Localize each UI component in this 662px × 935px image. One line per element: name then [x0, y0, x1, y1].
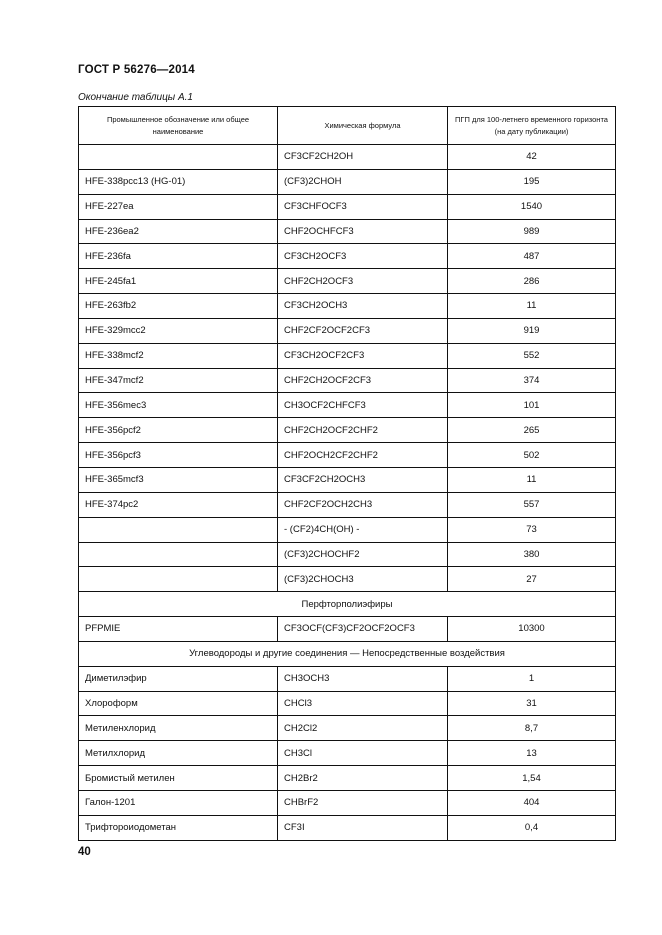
cell-gwp: 1540	[448, 194, 616, 219]
cell-formula: (CF3)2CHOCH3	[278, 567, 448, 592]
cell-gwp: 380	[448, 542, 616, 567]
cell-gwp: 13	[448, 741, 616, 766]
section-row	[79, 641, 616, 666]
table-row	[79, 244, 616, 269]
cell-formula: CF3CHFOCF3	[278, 194, 448, 219]
cell-gwp: 404	[448, 790, 616, 815]
table-row	[79, 467, 616, 492]
cell-formula: CHF2CF2OCH2CH3	[278, 492, 448, 517]
cell-name: HFE-236fa	[79, 244, 278, 269]
cell-name: PFPMIE	[79, 617, 278, 642]
gwp-table	[78, 106, 616, 841]
cell-name: HFE-227ea	[79, 194, 278, 219]
cell-name: Бромистый метилен	[79, 766, 278, 791]
table-row	[79, 169, 616, 194]
cell-name: HFE-329mcc2	[79, 318, 278, 343]
cell-name: HFE-356pcf3	[79, 443, 278, 468]
cell-gwp: 989	[448, 219, 616, 244]
cell-name: Метилхлорид	[79, 741, 278, 766]
table-row	[79, 766, 616, 791]
table-row	[79, 343, 616, 368]
page-number: 40	[78, 846, 91, 858]
section-title: Перфторполиэфиры	[79, 592, 616, 617]
cell-name: HFE-338pcc13 (HG-01)	[79, 169, 278, 194]
cell-formula: - (CF2)4CH(OH) -	[278, 517, 448, 542]
cell-gwp: 11	[448, 467, 616, 492]
cell-gwp: 552	[448, 343, 616, 368]
cell-formula: CF3CH2OCF2CF3	[278, 343, 448, 368]
cell-gwp: 31	[448, 691, 616, 716]
cell-name: HFE-356pcf2	[79, 418, 278, 443]
table-row	[79, 815, 616, 840]
table-row	[79, 418, 616, 443]
table-row	[79, 145, 616, 170]
cell-gwp: 10300	[448, 617, 616, 642]
cell-formula: CHBrF2	[278, 790, 448, 815]
cell-formula: (CF3)2CHOH	[278, 169, 448, 194]
cell-gwp: 8,7	[448, 716, 616, 741]
cell-formula: CF3CF2CH2OCH3	[278, 467, 448, 492]
cell-gwp: 919	[448, 318, 616, 343]
cell-name: Галон-1201	[79, 790, 278, 815]
cell-name: Хлороформ	[79, 691, 278, 716]
section-row	[79, 592, 616, 617]
cell-gwp: 0,4	[448, 815, 616, 840]
cell-name: HFE-263fb2	[79, 294, 278, 319]
table-row	[79, 666, 616, 691]
cell-formula: CH2Cl2	[278, 716, 448, 741]
column-header-name: Промышленное обозначение или общее наименование	[79, 107, 278, 145]
cell-gwp: 487	[448, 244, 616, 269]
cell-name: HFE-338mcf2	[79, 343, 278, 368]
table-body	[79, 145, 616, 841]
section-title: Углеводороды и другие соединения — Непосредственные воздействия	[79, 641, 616, 666]
cell-formula: CHCl3	[278, 691, 448, 716]
cell-gwp: 73	[448, 517, 616, 542]
cell-gwp: 11	[448, 294, 616, 319]
cell-name	[79, 542, 278, 567]
table-row	[79, 368, 616, 393]
cell-gwp: 265	[448, 418, 616, 443]
cell-gwp: 1,54	[448, 766, 616, 791]
cell-gwp: 374	[448, 368, 616, 393]
cell-formula: CF3CF2CH2OH	[278, 145, 448, 170]
cell-name: HFE-365mcf3	[79, 467, 278, 492]
cell-formula: (CF3)2CHOCHF2	[278, 542, 448, 567]
table-row	[79, 517, 616, 542]
cell-name: HFE-347mcf2	[79, 368, 278, 393]
cell-name: Трифтороиодометан	[79, 815, 278, 840]
cell-gwp: 27	[448, 567, 616, 592]
cell-formula: CH3OCH3	[278, 666, 448, 691]
cell-name	[79, 517, 278, 542]
document-header: ГОСТ Р 56276—2014	[78, 64, 195, 76]
table-caption: Окончание таблицы А.1	[78, 92, 193, 103]
table-row	[79, 790, 616, 815]
column-header-formula: Химическая формула	[278, 107, 448, 145]
table-row	[79, 318, 616, 343]
cell-formula: CH2Br2	[278, 766, 448, 791]
cell-name: Метиленхлорид	[79, 716, 278, 741]
table-row	[79, 691, 616, 716]
cell-gwp: 42	[448, 145, 616, 170]
cell-gwp: 557	[448, 492, 616, 517]
cell-name: HFE-356mec3	[79, 393, 278, 418]
cell-formula: CF3I	[278, 815, 448, 840]
table-row	[79, 443, 616, 468]
cell-formula: CH3OCF2CHFCF3	[278, 393, 448, 418]
table-row	[79, 617, 616, 642]
cell-name	[79, 567, 278, 592]
cell-formula: CHF2CH2OCF3	[278, 269, 448, 294]
cell-name	[79, 145, 278, 170]
column-header-gwp: ПГП для 100-летнего временного горизонта (на дату публикации)	[448, 107, 616, 145]
cell-name: HFE-245fa1	[79, 269, 278, 294]
cell-formula: CF3CH2OCF3	[278, 244, 448, 269]
table-row	[79, 194, 616, 219]
table-row	[79, 741, 616, 766]
cell-gwp: 101	[448, 393, 616, 418]
cell-gwp: 502	[448, 443, 616, 468]
table-header-row	[79, 107, 616, 145]
table-row	[79, 716, 616, 741]
table-row	[79, 219, 616, 244]
table-row	[79, 542, 616, 567]
table-row	[79, 393, 616, 418]
table-row	[79, 294, 616, 319]
table-row	[79, 567, 616, 592]
cell-name: HFE-236ea2	[79, 219, 278, 244]
cell-name: HFE-374pc2	[79, 492, 278, 517]
cell-formula: CHF2OCH2CF2CHF2	[278, 443, 448, 468]
cell-formula: CH3Cl	[278, 741, 448, 766]
cell-formula: CF3OCF(CF3)CF2OCF2OCF3	[278, 617, 448, 642]
cell-formula: CHF2CH2OCF2CF3	[278, 368, 448, 393]
cell-gwp: 195	[448, 169, 616, 194]
table-row	[79, 492, 616, 517]
cell-formula: CHF2CH2OCF2CHF2	[278, 418, 448, 443]
cell-formula: CF3CH2OCH3	[278, 294, 448, 319]
cell-formula: CHF2OCHFCF3	[278, 219, 448, 244]
table-row	[79, 269, 616, 294]
cell-formula: CHF2CF2OCF2CF3	[278, 318, 448, 343]
cell-gwp: 1	[448, 666, 616, 691]
cell-gwp: 286	[448, 269, 616, 294]
cell-name: Диметилэфир	[79, 666, 278, 691]
